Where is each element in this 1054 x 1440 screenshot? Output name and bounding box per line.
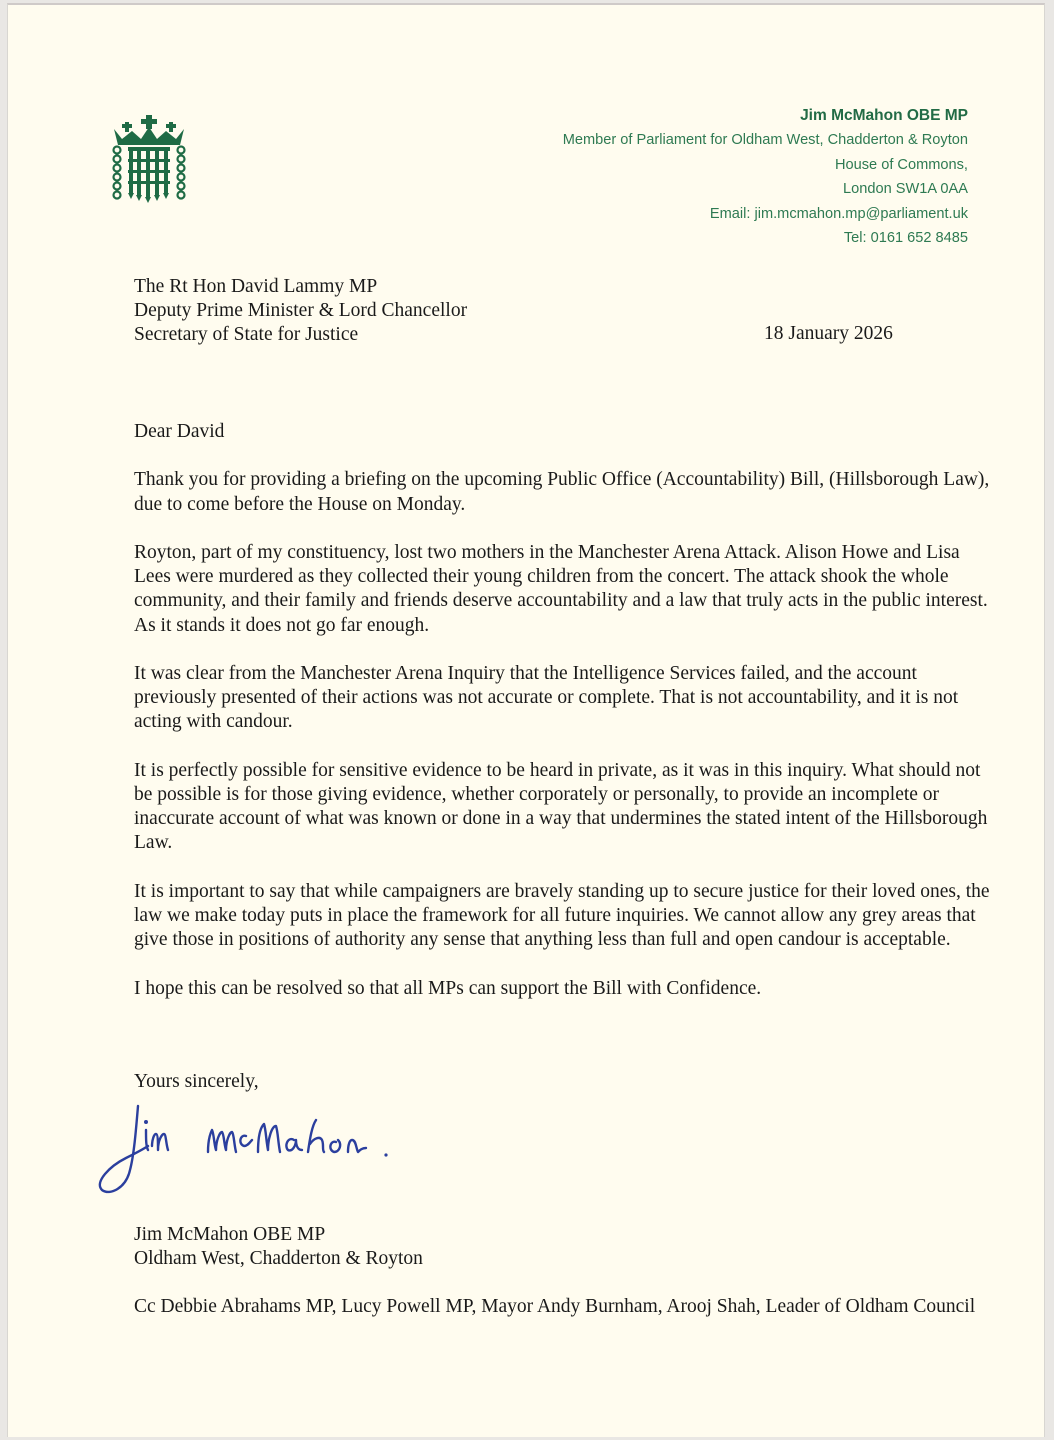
paragraph: Thank you for providing a briefing on the upcoming Public Office (Accountability) Bill, (Hillsborough Law), due to come before the House on Monday. (134, 469, 990, 515)
address-line-1: House of Commons, (834, 156, 968, 173)
cc-line: Cc Debbie Abrahams MP, Lucy Powell MP, Mayor Andy Burnham, Arooj Shah, Leader of Oldham Council (134, 1296, 976, 1317)
portcullis-icon (108, 113, 190, 203)
letterhead (563, 104, 968, 250)
recipient-name: The Rt Hon David Lammy MP (134, 276, 378, 297)
mp-name: Jim McMahon OBE MP (800, 107, 968, 124)
signoff-constituency: Oldham West, Chadderton & Royton (134, 1248, 423, 1270)
letter-page (7, 3, 1045, 1437)
salutation: Dear David (134, 421, 225, 442)
constituency-line: Member of Parliament for Oldham West, Chadderton & Royton (562, 132, 968, 149)
signoff-name: Jim McMahon OBE MP (134, 1224, 326, 1245)
paragraph: It is perfectly possible for sensitive evidence to be heard in private, as it was in this inquiry. What should not be possible is for those giving evidence, whether corporately or personally, to provide an incomplete or inaccurate account of what was known or done in a way that undermines the stated intent of the Hillsborough Law. (134, 759, 988, 854)
letter-body (134, 420, 994, 1025)
letter-date: 18 January 2026 (764, 323, 893, 344)
paragraph: Royton, part of my constituency, lost two mothers in the Manchester Arena Attack. Alison Howe and Lisa Lees were murdered as they collected their young children from the concert. The attack shook the whole community, and their family and friends deserve accountability and a law that truly acts in the public interest. As it stands it does not go far enough. (134, 541, 988, 636)
paragraph: It is important to say that while campaigners are bravely standing up to secure justice for their loved ones, the law we make today puts in place the framework for all future inquiries. We cannot allow any grey areas that give those in positions of authority any sense that anything less than full and open candour is acceptable. (134, 880, 990, 951)
signoff-block (134, 1223, 423, 1271)
recipient-block (134, 275, 467, 348)
recipient-title: Deputy Prime Minister & Lord Chancellor (134, 300, 468, 322)
address-line-2: London SW1A 0AA (843, 181, 968, 198)
closing: Yours sincerely, (134, 1071, 259, 1092)
recipient-department: Secretary of State for Justice (134, 324, 359, 346)
paragraph: It was clear from the Manchester Arena Inquiry that the Intelligence Services failed, and the account previously presented of their actions was not accurate or complete. That is not accountability, and it is not acting with candour. (134, 662, 959, 733)
paragraph: I hope this can be resolved so that all MPs can support the Bill with Confidence. (134, 977, 762, 999)
signature-icon (90, 1100, 400, 1200)
phone-line: Tel: 0161 652 8485 (843, 230, 968, 247)
email-line: Email: jim.mcmahon.mp@parliament.uk (709, 205, 968, 222)
